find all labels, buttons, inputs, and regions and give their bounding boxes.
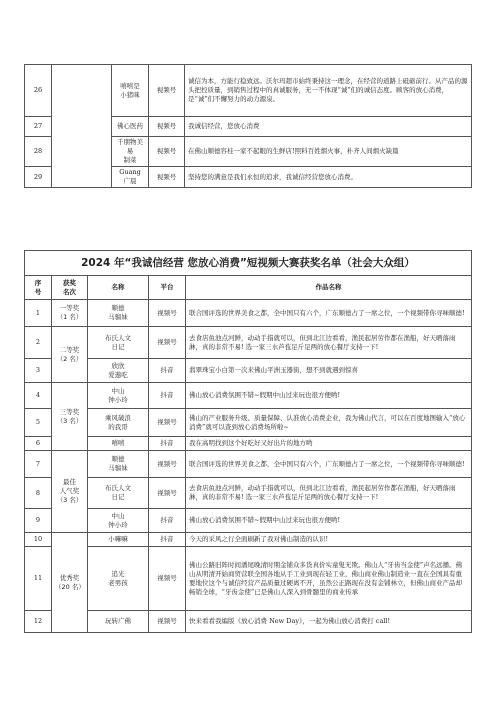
work-title: 联合国评选的世界美食之都，全中国只有六个，广东顺德占了一席之位，一个视频带你寻味顺德!	[186, 451, 472, 478]
table-row	[25, 359, 472, 383]
platform: 视频号	[149, 547, 186, 611]
row-number: 1	[25, 300, 52, 327]
header-name: 名称	[88, 276, 149, 300]
platform: 抖音	[149, 437, 186, 451]
work-title: 联合国评选的世界美食之都，全中国只有六个，广东顺德占了一席之位，一个视频带你寻味顺德!	[186, 300, 472, 327]
platform: 视频号	[149, 611, 186, 633]
award-first: 一等奖 （1 名）	[52, 300, 88, 327]
award-popular: 最佳 人气奖 （3 名）	[52, 451, 88, 533]
page-title: 2024 年“我诚信经营 您放心消费”短视频大赛获奖名单（社会大众组）	[25, 251, 472, 276]
row-number: 6	[25, 437, 52, 451]
entrant-name: 欣欣 爱遨吃	[88, 359, 149, 383]
award-excellent: 优秀奖 （20 名）	[52, 533, 88, 633]
table-row	[25, 65, 472, 117]
top-table	[24, 64, 472, 188]
row-number: 7	[25, 451, 52, 478]
work-title: 佛山放心消费氛围不错~假期中山过来玩也很方便哟!	[186, 383, 472, 409]
work-title: 去食店鱼池点河鲜，动动手指就可以，但到北江边看看，渔民起居劳作都在渔船，好天晒落雨淋，真的非常不易! 选一家三水芦苞足斤足两的放心餐厅支持一下!	[186, 478, 472, 509]
header-work: 作品名称	[186, 276, 472, 300]
platform: 视频号	[149, 300, 186, 327]
platform: 视频号	[149, 327, 186, 359]
work-title: 今天的采风之行全面刷新了我对佛山制造的认识!	[186, 533, 472, 547]
row-number: 3	[25, 359, 52, 383]
entrant-name: 追光 老男孩	[88, 547, 149, 611]
table-row	[25, 509, 472, 533]
entrant-name: 乘风破浪 的我哥	[88, 409, 149, 437]
award-empty	[52, 65, 112, 188]
table-row	[25, 327, 472, 359]
platform: 视频号	[149, 137, 185, 167]
row-number: 11	[25, 547, 52, 611]
table-row	[25, 451, 472, 478]
platform: 视频号	[149, 117, 185, 137]
row-number: 10	[25, 533, 52, 547]
row-number: 9	[25, 509, 52, 533]
row-number: 2	[25, 327, 52, 359]
work-title: 佛山的产业服务升级、质量保障、认准放心消费企业，我为佛山代言，可以在百度地图输入“放心消费”就可以查到放心消费场所啦~	[186, 409, 472, 437]
work-title: 翡翠珠宝小白第一次来佛山平洲玉器街，想不到就遇到惊喜	[186, 359, 472, 383]
platform: 视频号	[149, 167, 185, 188]
row-number: 26	[25, 65, 52, 117]
header-award: 获奖 名次	[52, 276, 88, 300]
entrant-name: 嘻嘻	[88, 437, 149, 451]
entrant-name: 玩转广佛	[88, 611, 149, 633]
table-row	[25, 409, 472, 437]
work-title: 坚持您的满意是我们永恒的追求，我诚信经营您放心消费。	[185, 167, 472, 188]
table-row	[25, 533, 472, 547]
header-row	[25, 276, 472, 300]
work-title: 在佛山顺德容桂一家不起眼的生鲜店!照料百姓烟火事，朴齐人间烟火缺篇	[185, 137, 472, 167]
platform: 抖音	[149, 533, 186, 547]
row-number: 12	[25, 611, 52, 633]
header-no: 序 号	[25, 276, 52, 300]
row-number: 28	[25, 137, 52, 167]
work-title: 我在高明找到这个好吃好又好出片的地方哟	[186, 437, 472, 451]
work-title: 佛山放心消费氛围不错~假期中山过来玩也很方便哟!	[186, 509, 472, 533]
row-number: 8	[25, 478, 52, 509]
work-title: 去食店鱼池点河鲜，动动手指就可以，但到北江边看看，渔民起居劳作都在渔船，好天晒落雨淋，真的非常不易! 选一家三水芦苞足斤足两的放心餐厅支持一下!	[186, 327, 472, 359]
row-number: 5	[25, 409, 52, 437]
platform: 抖音	[149, 509, 186, 533]
header-platform: 平台	[149, 276, 186, 300]
platform: 抖音	[149, 359, 186, 383]
work-title: 佛山公路旧阵时间潘尾晚清时期金铺众多货真价实童叟无欺。佛山人“牙齿当金使”声名远播。佛山从明清开始商贸营联全国各地从手工业到现在轻工业，佛山商业佛山制造业一直在全国具有重要地位这个与诚信经营产品质量过硬离不开，虽然公正路现在没有金铺林立，但佛山商业产品却畅销全球，“牙齿金使”已是佛山人深入到骨髓里的商业传承	[186, 547, 472, 611]
entrant-name: 佛心医药	[112, 117, 149, 137]
row-number: 4	[25, 383, 52, 409]
table-row	[25, 478, 472, 509]
work-title: 诚信为本，方能行稳致远。沃尔玛超市始终秉持这一理念，在经营的道路上砥砺前行。从产品的源头把控质量，到销售过程中的真诚服务，无一不体现“诚”们的诚信态度。顾客的放心消费，是“诚”们不懈努力的动力源泉。	[185, 65, 472, 117]
row-number: 27	[25, 117, 52, 137]
entrant-name: 小嘛嘛	[88, 533, 149, 547]
table-row	[25, 547, 472, 611]
award-third: 三等奖 （3 名）	[52, 383, 88, 451]
entrant-name: 千朋物美易 制菜	[112, 137, 149, 167]
entrant-name: 中山 钟小玲	[88, 383, 149, 409]
entrant-name: Guang 广晨	[112, 167, 149, 188]
entrant-name: 布氏人文 日记	[88, 327, 149, 359]
work-title: 我诚信经营，您放心消费	[185, 117, 472, 137]
entrant-name: 顺德 马骝妹	[88, 300, 149, 327]
entrant-name: 顺德 马骝妹	[88, 451, 149, 478]
work-title: 快来看看我编版《放心消费 New Day》，一起为佛山放心消费打 call!	[186, 611, 472, 633]
platform: 视频号	[149, 409, 186, 437]
platform: 视频号	[149, 65, 185, 117]
awards-table	[24, 250, 472, 633]
table-row	[25, 437, 472, 451]
table-row	[25, 383, 472, 409]
row-number: 29	[25, 167, 52, 188]
platform: 视频号	[149, 478, 186, 509]
table-row	[25, 300, 472, 327]
entrant-name: 嘻嘻是 小猪咪	[112, 65, 149, 117]
table-row	[25, 611, 472, 633]
platform: 视频号	[149, 451, 186, 478]
entrant-name: 中山 钟小玲	[88, 509, 149, 533]
award-second: 二等奖 （2 名）	[52, 327, 88, 383]
platform: 抖音	[149, 383, 186, 409]
entrant-name: 布氏人文 日记	[88, 478, 149, 509]
